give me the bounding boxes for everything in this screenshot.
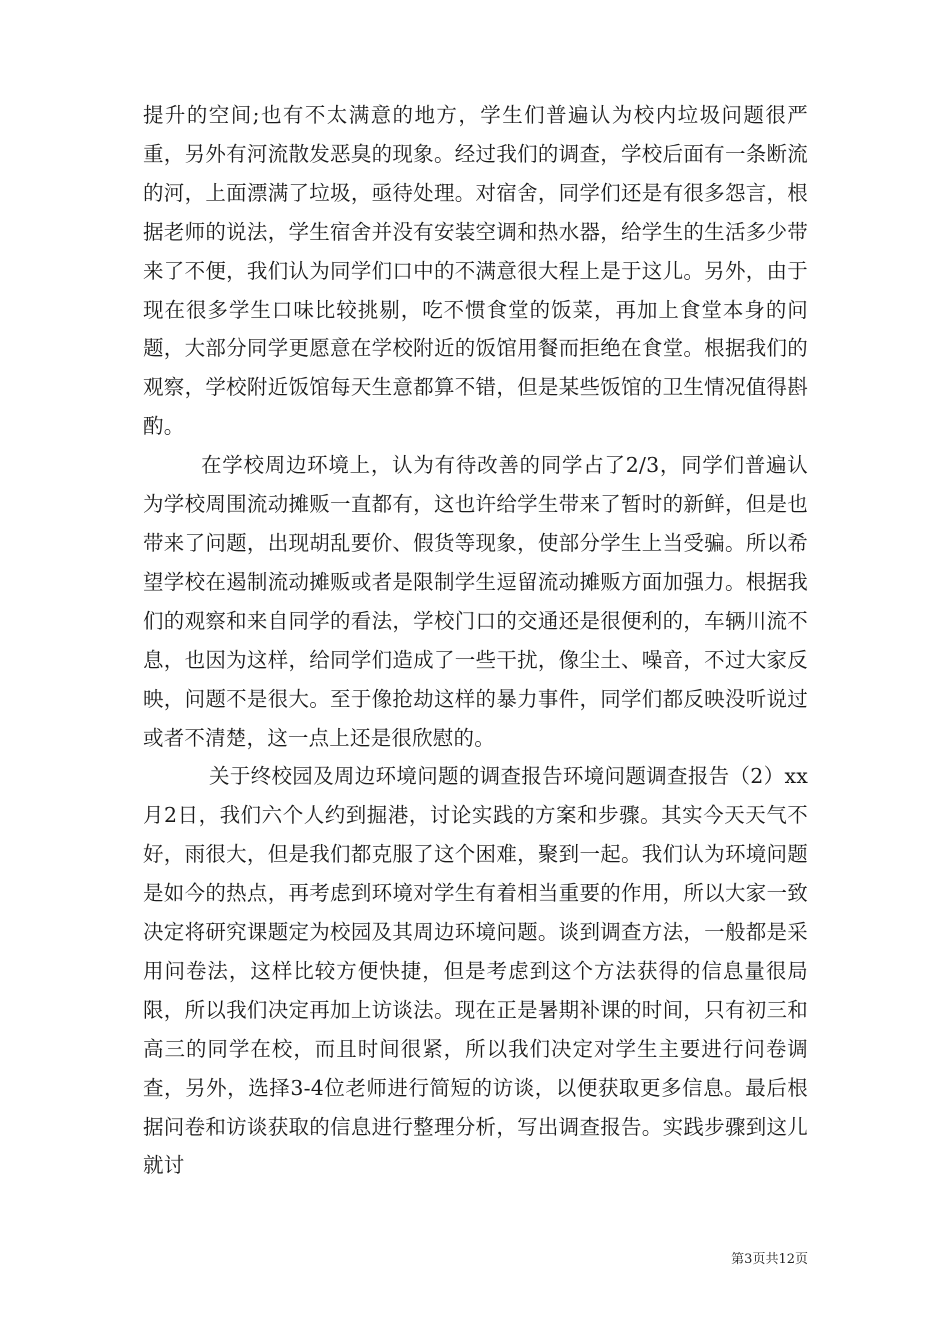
document-body (143, 96, 808, 1185)
paragraph-2: 在学校周边环境上，认为有待改善的同学占了2/3，同学们普遍认为学校周围流动摊贩一直都有，这也许给学生带来了暂时的新鲜，但是也带来了问题，出现胡乱要价、假货等现象，使部分学生上当受骗。所以希望学校在遏制流动摊贩或者是限制学生逗留流动摊贩方面加强力。根据我们的观察和来自同学的看法，学校门口的交通还是很便利的，车辆川流不息，也因为这样，给同学们造成了一些干扰，像尘土、噪音，不过大家反映，问题不是很大。至于像抢劫这样的暴力事件，同学们都反映没听说过或者不清楚，这一点上还是很欣慰的。 (143, 453, 808, 750)
paragraph-1: 提升的空间;也有不太满意的地方，学生们普遍认为校内垃圾问题很严重，另外有河流散发恶臭的现象。经过我们的调查，学校后面有一条断流的河，上面漂满了垃圾，亟待处理。对宿舍，同学们还是有很多怨言，根据老师的说法，学生宿舍并没有安装空调和热水器，给学生的生活多少带来了不便，我们认为同学们口中的不满意很大程上是于这儿。另外，由于现在很多学生口味比较挑剔，吃不惯食堂的饭菜，再加上食堂本身的问题，大部分同学更愿意在学校附近的饭馆用餐而拒绝在食堂。根据我们的观察，学校附近饭馆每天生意都算不错，但是某些饭馆的卫生情况值得斟酌。 (143, 103, 808, 439)
page-number: 第3页共12页 (731, 1252, 808, 1267)
paragraph-3: 关于终校园及周边环境问题的调查报告环境问题调查报告（2）xx月2日，我们六个人约到掘港，讨论实践的方案和步骤。其实今天天气不好，雨很大，但是我们都克服了这个困难，聚到一起。我们认为环境问题是如今的热点，再考虑到环境对学生有着相当重要的作用，所以大家一致决定将研究课题定为校园及其周边环境问题。谈到调查方法，一般都是采用问卷法，这样比较方便快捷，但是考虑到这个方法获得的信息量很局限，所以我们决定再加上访谈法。现在正是暑期补课的时间，只有初三和高三的同学在校，而且时间很紧，所以我们决定对学生主要进行问卷调查，另外，选择3-4位老师进行简短的访谈，以便获取更多信息。最后根据问卷和访谈获取的信息进行整理分析，写出调查报告。实践步骤到这儿就讨 (143, 764, 808, 1178)
